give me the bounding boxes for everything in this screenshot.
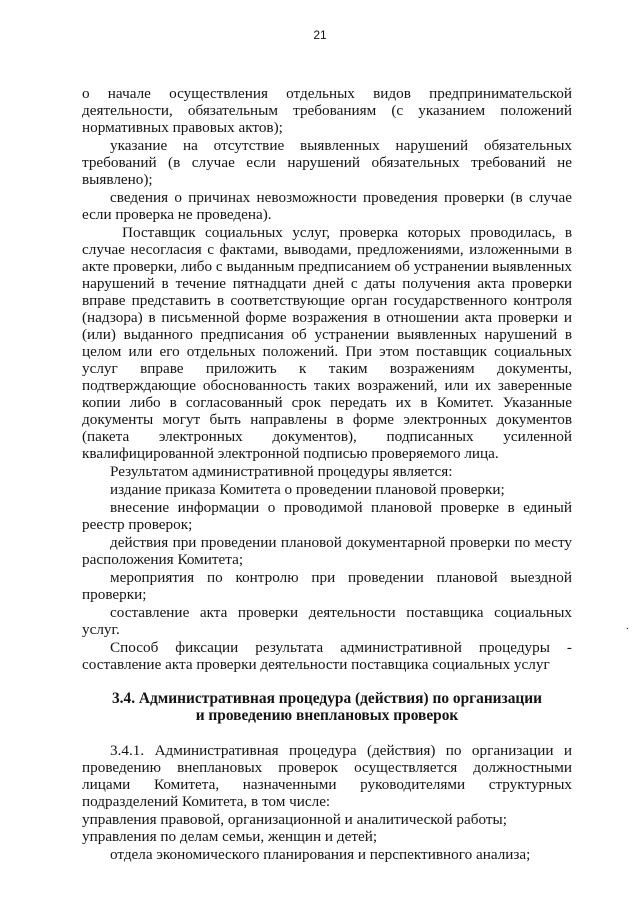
text-line: мероприятия по контролю при проведении плановой выездной bbox=[110, 569, 572, 586]
text-line: подразделений Комитета, в том числе: bbox=[82, 793, 331, 810]
text-line: указание на отсутствие выявленных нарушений обязательных bbox=[110, 137, 572, 154]
text-line: проведению внеплановых проверок осуществляется должностными bbox=[82, 759, 572, 776]
margin-mark: . bbox=[626, 620, 629, 632]
text-line: лицами Комитета, назначенными руководителями структурных bbox=[82, 776, 572, 793]
text-line: проверки; bbox=[82, 586, 147, 603]
text-line: документы могут быть направлены в форме электронных документов bbox=[82, 411, 572, 428]
text-line: если проверка не проведена). bbox=[82, 206, 272, 223]
text-line: акте проверки, либо с выданным предписанием об устранении выявленных bbox=[82, 258, 572, 275]
text-line: Результатом административной процедуры является: bbox=[110, 463, 453, 480]
text-line: квалифицированной электронной подписью проверяемого лица. bbox=[82, 445, 499, 462]
page-number: 21 bbox=[313, 28, 327, 42]
text-line: о начале осуществления отдельных видов предпринимательской bbox=[82, 85, 572, 102]
section-heading: и проведению внеплановых проверок bbox=[195, 707, 459, 724]
text-line: вправе представить в соответствующие орган государственного контроля bbox=[82, 292, 572, 309]
text-line: подтверждающие обоснованность таких возражений, или их заверенные bbox=[82, 377, 572, 394]
text-line: сведения о причинах невозможности проведения проверки (в случае bbox=[110, 189, 572, 206]
text-line: 3.4.1. Административная процедура (действия) по организации и bbox=[110, 742, 572, 759]
text-line: случае несогласия с фактами, выводами, предложениями, изложенными в bbox=[82, 241, 572, 258]
text-line: (надзора) в письменной форме возражения в отношении акта проверки и bbox=[82, 309, 572, 326]
text-line: услуг вправе приложить к таким возражениям документы, bbox=[82, 360, 572, 377]
text-line: Способ фиксации результата административной процедуры - bbox=[110, 639, 572, 656]
text-line: управления правовой, организационной и аналитической работы; bbox=[82, 811, 507, 828]
text-line: выявлено); bbox=[82, 171, 153, 188]
text-line: услуг. bbox=[82, 621, 120, 638]
text-line: нарушений в течение пятнадцати дней с даты получения акта проверки bbox=[82, 275, 572, 292]
text-line: реестр проверок; bbox=[82, 516, 193, 533]
text-line: копии либо в согласованный срок передать их в Комитет. Указанные bbox=[82, 394, 572, 411]
section-heading: 3.4. Административная процедура (действия) по организации bbox=[111, 690, 543, 707]
text-line: расположения Комитета; bbox=[82, 551, 244, 568]
text-line: требований (в случае если нарушений обязательных требований не bbox=[82, 154, 572, 171]
text-line: отдела экономического планирования и перспективного анализа; bbox=[110, 846, 531, 863]
text-line: управления по делам семьи, женщин и детей; bbox=[82, 828, 378, 845]
text-line: внесение информации о проводимой плановой проверке в единый bbox=[110, 499, 572, 516]
text-line: составление акта проверки деятельности поставщика социальных bbox=[110, 604, 572, 621]
text-line: (или) выданного предписания об устранении выявленных нарушений в bbox=[82, 326, 572, 343]
text-line: составление акта проверки деятельности поставщика социальных услуг bbox=[82, 656, 550, 673]
text-line: деятельности, обязательным требованиям (с указанием положений bbox=[82, 102, 572, 119]
text-line: (пакета электронных документов), подписанных усиленной bbox=[82, 428, 572, 445]
text-line: Поставщик социальных услуг, проверка которых проводилась, в bbox=[122, 224, 572, 241]
text-line: действия при проведении плановой документарной проверки по месту bbox=[110, 534, 572, 551]
text-line: издание приказа Комитета о проведении плановой проверки; bbox=[110, 481, 505, 498]
text-line: целом или его отдельных положений. При этом поставщик социальных bbox=[82, 343, 572, 360]
text-line: нормативных правовых актов); bbox=[82, 119, 283, 136]
